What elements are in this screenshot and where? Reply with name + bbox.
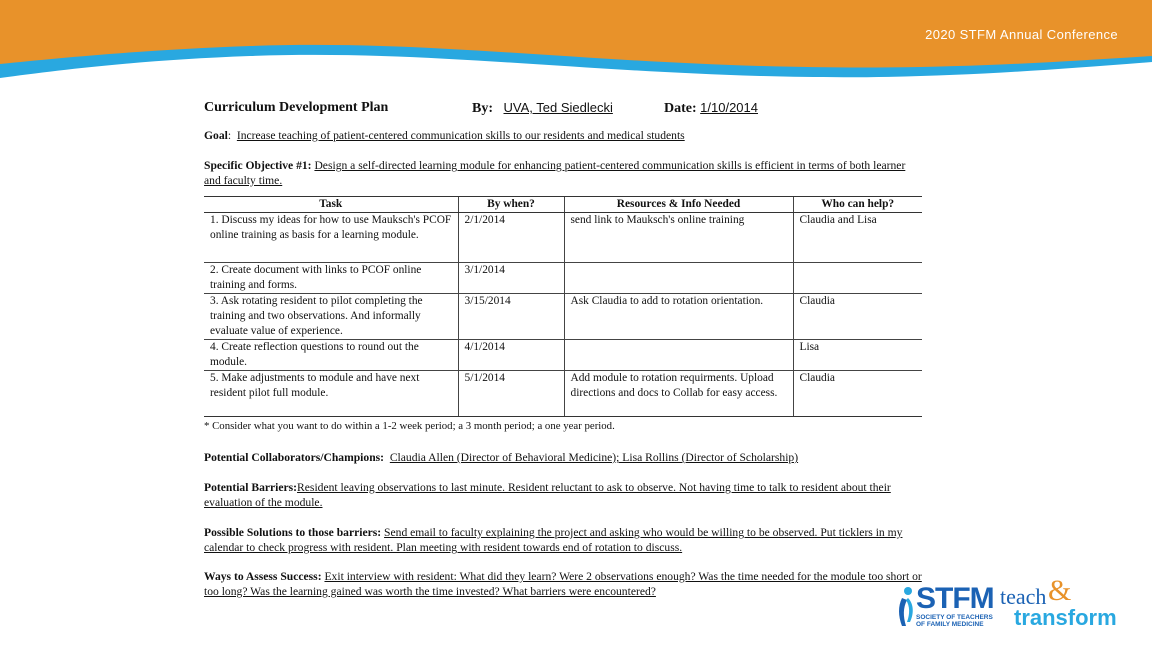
resources-cell [564, 340, 793, 371]
goal-section: Goal: Increase teaching of patient-centered communication skills to our residents and medical students [204, 129, 685, 142]
table-row [204, 340, 922, 371]
plan-header [204, 98, 924, 120]
assess-label: Ways to Assess Success: [204, 570, 322, 583]
who-cell: Claudia [793, 371, 922, 417]
barriers-text: Resident leaving observations to last minute. Resident reluctant to ask to observe. Not having time to talk to resident about their evaluation of the module. [204, 481, 891, 509]
barriers-label: Potential Barriers: [204, 481, 298, 494]
table-row [204, 213, 922, 263]
objective-text: Design a self-directed learning module for enhancing patient-centered communication skills is efficient in terms of both learner and faculty time. [204, 159, 906, 187]
logo-transform-text: transform [1014, 605, 1117, 630]
when-cell: 5/1/2014 [458, 371, 564, 417]
by-label: By: [472, 101, 493, 116]
objective-label: Specific Objective #1: [204, 159, 312, 172]
barriers-section [204, 480, 924, 510]
task-cell: 3. Ask rotating resident to pilot completing the training and two observations. And informally evaluate value of experience. [204, 294, 458, 340]
stfm-logo [892, 574, 1132, 636]
col-header-by-when: By when? [458, 197, 564, 213]
when-cell: 2/1/2014 [458, 213, 564, 263]
date-field [664, 100, 758, 116]
logo-stfm-text: STFM [916, 582, 994, 615]
when-cell: 4/1/2014 [458, 340, 564, 371]
task-cell: 1. Discuss my ideas for how to use Mauksch's PCOF online training as basis for a learning module. [204, 213, 458, 263]
objective-section [204, 158, 924, 188]
table-row [204, 263, 922, 294]
task-table-header [204, 197, 922, 213]
goal-label: Goal [204, 129, 228, 142]
stfm-figure-icon [894, 586, 916, 630]
task-cell: 5. Make adjustments to module and have next resident pilot full module. [204, 371, 458, 417]
table-note: * Consider what you want to do within a 1-2 week period; a 3 month period; a one year period. [204, 420, 615, 432]
resources-cell: Add module to rotation requirments. Upload directions and docs to Collab for easy access. [564, 371, 793, 417]
collaborators-label: Potential Collaborators/Champions: [204, 451, 385, 464]
by-field [472, 100, 613, 116]
curriculum-plan-document [204, 98, 924, 599]
resources-cell: Ask Claudia to add to rotation orientation. [564, 294, 793, 340]
who-cell: Claudia [793, 294, 922, 340]
col-header-resources: Resources & Info Needed [564, 197, 793, 213]
task-cell: 4. Create reflection questions to round out the module. [204, 340, 458, 371]
resources-cell [564, 263, 793, 294]
collaborators-section [204, 450, 924, 465]
assess-text: Exit interview with resident: What did they learn? Were 2 observations enough? Was the time needed for the module too short or too long? Was the learning gained was worth the time invested? What barriers were encountered? [204, 570, 922, 598]
assess-section [204, 569, 924, 599]
header-banner [0, 0, 1152, 90]
who-cell [793, 263, 922, 294]
task-table [204, 196, 922, 417]
who-cell: Claudia and Lisa [793, 213, 922, 263]
logo-subtitle: SOCIETY OF TEACHERS OF FAMILY MEDICINE [916, 614, 993, 628]
col-header-task: Task [204, 197, 458, 213]
table-row [204, 371, 922, 417]
table-row [204, 294, 922, 340]
col-header-who: Who can help? [793, 197, 922, 213]
plan-title: Curriculum Development Plan [204, 100, 389, 115]
task-cell: 2. Create document with links to PCOF online training and forms. [204, 263, 458, 294]
date-value: 1/10/2014 [700, 100, 758, 115]
solutions-section [204, 525, 924, 555]
date-label: Date: [664, 101, 697, 116]
solutions-label: Possible Solutions to those barriers: [204, 526, 382, 539]
solutions-text: Send email to faculty explaining the project and asking who would be willing to be observed. Put ticklers in my calendar to check progress with resident. Plan meeting with resident towards end of rotation to discuss. [204, 526, 903, 554]
logo-ampersand: & [1048, 574, 1072, 607]
who-cell: Lisa [793, 340, 922, 371]
collaborators-text: Claudia Allen (Director of Behavioral Medicine); Lisa Rollins (Director of Scholarship) [389, 451, 799, 464]
when-cell: 3/1/2014 [458, 263, 564, 294]
conference-title: 2020 STFM Annual Conference [925, 27, 1118, 42]
logo-teach-text: teach [1000, 584, 1047, 609]
by-value: UVA, Ted Siedlecki [503, 100, 613, 115]
when-cell: 3/15/2014 [458, 294, 564, 340]
goal-text: Increase teaching of patient-centered communication skills to our residents and medical students [236, 129, 685, 142]
resources-cell: send link to Mauksch's online training [564, 213, 793, 263]
